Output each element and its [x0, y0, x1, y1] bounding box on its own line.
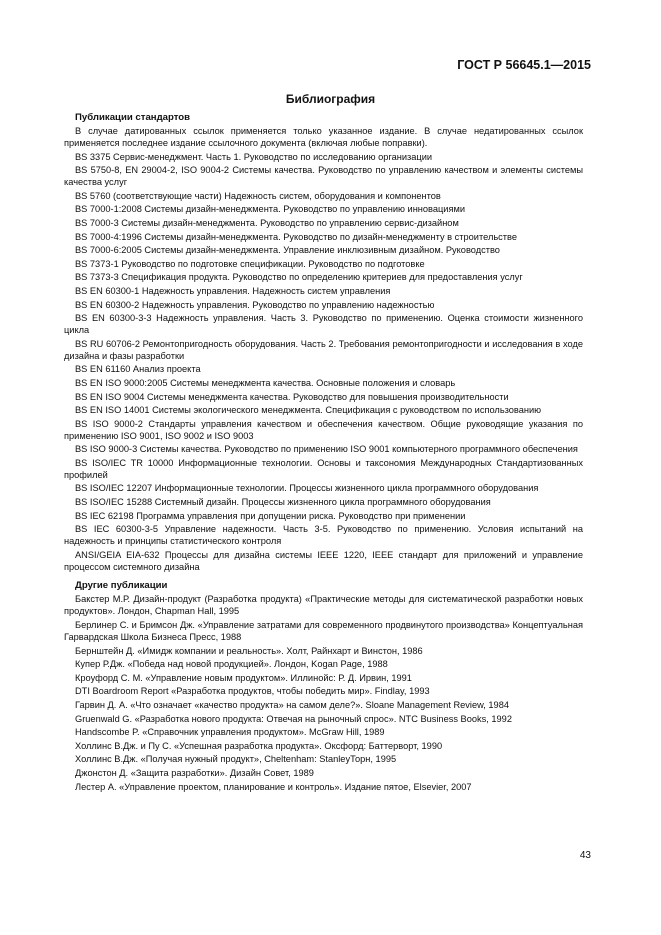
bibliography-entry: В случае датированных ссылок применяется только указанное издание. В случае недатированных ссылок применяется последнее издание ссылочного документа (включая любые поправки).: [64, 126, 583, 148]
bibliography-entry: Handscombe P. «Справочник управления продуктом». McGraw Hill, 1989: [75, 727, 385, 738]
bibliography-entry: Бакстер М.Р. Дизайн-продукт (Разработка продукта) «Практические методы для систематической разработки новых продуктов». Лондон, Chapman Hall, 1995: [64, 594, 583, 617]
bibliography-entry: ANSI/GEIA EIA-632 Процессы для дизайна системы IEEE 1220, IEEE стандарт для приложений и управление процессом системного дизайна: [64, 549, 583, 572]
bibliography-entry: DTI Boardroom Report «Разработка продуктов, чтобы победить мир». Findlay, 1993: [75, 686, 430, 697]
bibliography-entry: BS 7373-3 Спецификация продукта. Руководство по определению критериев для предоставления услуг: [75, 272, 523, 283]
bibliography-entry: BS ISO/IEC 12207 Информационные технологии. Процессы жизненного цикла программного оборудования: [75, 483, 539, 494]
bibliography-entry: Купер Р.Дж. «Победа над новой продукцией». Лондон, Kogan Page, 1988: [75, 659, 388, 670]
bibliography-entry: Бернштейн Д. «Имидж компании и реальность». Холт, Райнхарт и Винстон, 1986: [75, 645, 423, 656]
bibliography-entry: BS 7373-1 Руководство по подготовке спецификации. Руководство по подготовке: [75, 258, 425, 269]
bibliography-entry: Gruenwald G. «Разработка нового продукта: Отвечая на рыночный спрос». NTC Business Books, 1992: [75, 713, 512, 724]
section-heading: Публикации стандартов: [75, 112, 191, 123]
bibliography-entry: Джонстон Д. «Защита разработки». Дизайн Совет, 1989: [75, 767, 314, 778]
bibliography-entry: BS ISO 9000-2 Стандарты управления качеством и обеспечения качеством. Общие руководящие указания по применению ISO 9001, ISO 9002 и ISO 9003: [64, 418, 583, 441]
bibliography-content: [64, 112, 583, 794]
bibliography-entry: BS RU 60706-2 Ремонтопригодность оборудования. Часть 2. Требования ремонтопригодности и исследования в ходе дизайна и фазы разработки: [64, 338, 583, 361]
page-title: Библиография: [285, 92, 376, 106]
bibliography-entry: BS IEC 60300-3-5 Управление надежности. Часть 3-5. Руководство по применению. Условия испытаний на надежность и принципы статистического контроля: [64, 524, 583, 547]
bibliography-entry: BS EN 60300-3-3 Надежность управления. Часть 3. Руководство по применению. Оценка стоимости жизненного цикла: [64, 313, 583, 336]
bibliography-entry: BS ISO/IEC TR 10000 Информационные технологии. Основы и таксономия Международных Стандартизованных профилей: [64, 457, 583, 480]
bibliography-entry: BS 7000-3 Системы дизайн-менеджмента. Руководство по управлению сервис-дизайном: [75, 217, 459, 228]
section-standards: [64, 112, 583, 573]
bibliography-entry: Гарвин Д. А. «Что означает «качество продукта» на самом деле?». Sloane Management Review, 1984: [75, 700, 509, 710]
bibliography-entry: BS ISO/IEC 15288 Системный дизайн. Процессы жизненного цикла программного оборудования: [75, 497, 491, 508]
section-other-publications: [64, 580, 583, 792]
bibliography-entry: BS 7000-4:1996 Системы дизайн-менеджмента. Руководство по дизайн-менеджменту в строительстве: [75, 231, 517, 242]
bibliography-entry: BS EN 60300-1 Надежность управления. Надежность систем управления: [75, 285, 391, 296]
document-code: ГОСТ Р 56645.1—2015: [457, 58, 591, 72]
bibliography-entry: BS ISO 9000-3 Системы качества. Руководство по применению ISO 9001 компьютерного программного обеспечения: [75, 444, 578, 455]
entry-list: [64, 125, 583, 573]
bibliography-entry: BS 5760 (соответствующие части) Надежность систем, оборудования и компонентов: [75, 190, 441, 201]
bibliography-entry: Лестер А. «Управление проектом, планирование и контроль». Издание пятое, Elsevier, 2007: [75, 781, 472, 792]
bibliography-entry: BS 7000-1:2008 Системы дизайн-менеджмента. Руководство по управлению инновациями: [75, 204, 466, 215]
bibliography-entry: BS IEC 62198 Программа управления при допущении риска. Руководство при применении: [75, 510, 466, 521]
bibliography-entry: BS EN ISO 9004 Системы менеджмента качества. Руководство для повышения производительности: [75, 391, 509, 402]
bibliography-entry: Кроуфорд С. М. «Управление новым продуктом». Иллинойс: Р. Д. Ирвин, 1991: [75, 672, 412, 683]
page-number: 43: [579, 850, 591, 861]
bibliography-entry: BS EN ISO 14001 Системы экологического менеджмента. Спецификация с руководством по использованию: [75, 405, 542, 416]
bibliography-entry: BS EN 61160 Анализ проекта: [75, 364, 201, 375]
entry-list: [64, 593, 583, 792]
section-heading: Другие публикации: [75, 580, 168, 592]
bibliography-entry: BS EN 60300-2 Надежность управления. Руководство по управлению надежностью: [75, 299, 435, 310]
bibliography-entry: BS 7000-6:2005 Системы дизайн-менеджмента. Управление инклюзивным дизайном. Руководство: [75, 245, 500, 256]
bibliography-entry: BS EN ISO 9000:2005 Системы менеджмента качества. Основные положения и словарь: [75, 377, 456, 388]
bibliography-entry: Холлинс В.Дж. и Пу С. «Успешная разработка продукта». Оксфорд: Баттерворт, 1990: [75, 740, 443, 751]
bibliography-entry: BS 5750-8, EN 29004-2, ISO 9004-2 Системы качества. Руководство по управлению качеством и элементы системы качества услуг: [64, 165, 583, 188]
bibliography-entry: Холлинс В.Дж. «Получая нужный продукт», Cheltenham: StanleyТорн, 1995: [75, 754, 397, 765]
bibliography-entry: Берлинер С. и Бримсон Дж. «Управление затратами для современного продвинутого производства» Концептуальная Гарвардская Школа Бизнеса Пресс, 1988: [64, 620, 583, 643]
bibliography-entry: BS 3375 Сервис-менеджмент. Часть 1. Руководство по исследованию организации: [75, 151, 433, 162]
